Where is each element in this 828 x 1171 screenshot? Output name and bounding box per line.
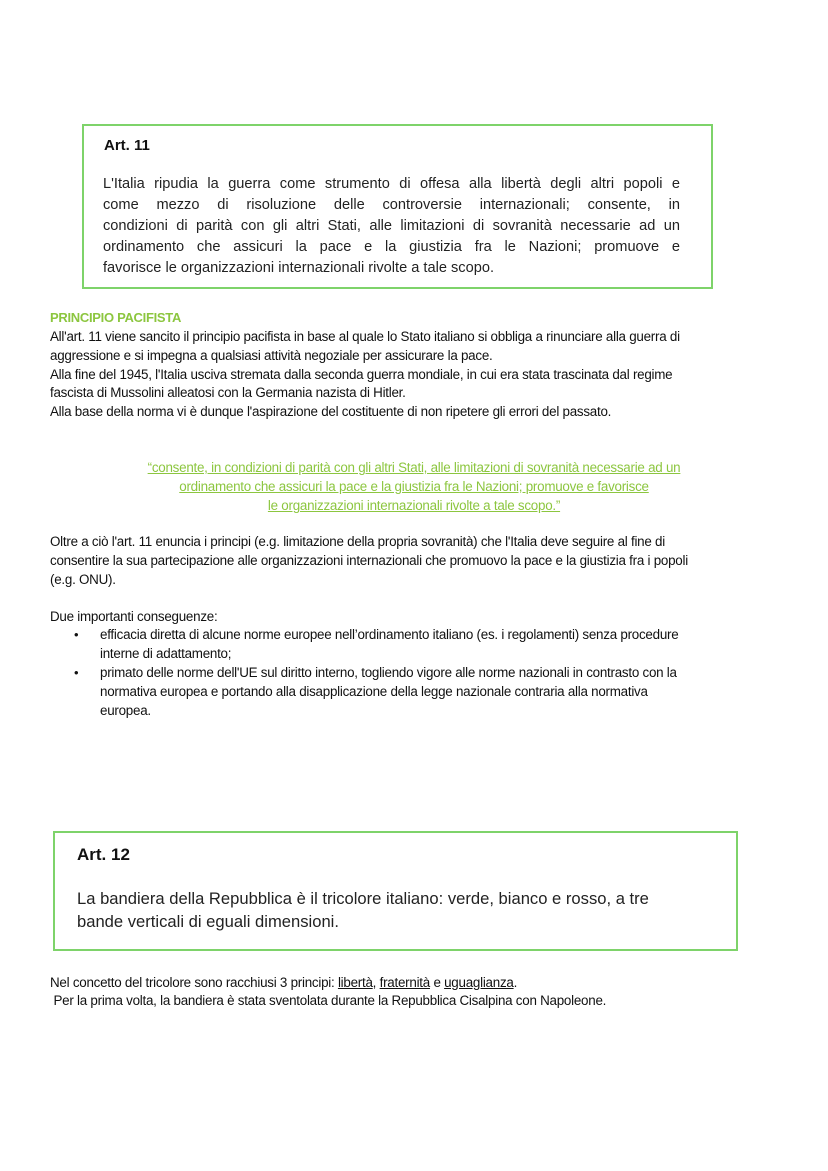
bullet-icon: • [74, 627, 79, 642]
text: Nel concetto del tricolore sono racchiusi 3 principi: [50, 975, 338, 990]
list-item-line: primato delle norme dell'UE sul diritto interno, togliendo vigore alle norme nazionali in contrasto con la [100, 665, 677, 680]
quote-line: le organizzazioni internazionali rivolte a tale scopo.” [267, 498, 561, 513]
art11-line: L'Italia ripudia la guerra come strumento di offesa alla libertà degli altri popoli e [103, 176, 680, 192]
tricolore-line [50, 975, 517, 990]
bullet-icon: • [74, 665, 79, 680]
list-item-line: efficacia diretta di alcune norme europee nell’ordinamento italiano (es. i regolamenti) senza procedure [100, 627, 679, 642]
art11-line: condizioni di parità con gli altri Stati, alle limitazioni di sovranità necessarie ad un [103, 218, 680, 234]
art12-line: La bandiera della Repubblica è il tricolore italiano: verde, bianco e rosso, a tre [77, 889, 649, 908]
section-heading: PRINCIPIO PACIFISTA [50, 310, 182, 325]
paragraph-line: Alla base della norma vi è dunque l'aspirazione del costituente di non ripetere gli errori del passato. [50, 404, 612, 419]
principle-fraternita: fraternità [379, 975, 430, 990]
principle-liberta: libertà [337, 975, 373, 990]
list-item-line: normativa europea e portando alla disapplicazione della legge nazionale contraria alla normativa [100, 684, 648, 699]
art11-title: Art. 11 [104, 137, 150, 154]
art11-line: ordinamento che assicuri la pace e la giustizia fra le Nazioni; promuove e [103, 239, 680, 255]
paragraph-line: aggressione e si impegna a qualsiasi attività negoziale per assicurare la pace. [50, 348, 493, 363]
paragraph-line: All'art. 11 viene sancito il principio pacifista in base al quale lo Stato italiano si obbliga a rinunciare alla guerra di [50, 329, 680, 344]
list-intro: Due importanti conseguenze: [50, 609, 218, 624]
paragraph-line: consentire la sua partecipazione alle organizzazioni internazionali che promuovo la pace e la giustizia fra i popoli [50, 553, 688, 568]
paragraph-line: fascista di Mussolini alleatosi con la Germania nazista di Hitler. [50, 385, 406, 400]
paragraph-line: (e.g. ONU). [50, 572, 116, 587]
art12-title: Art. 12 [77, 845, 130, 864]
paragraph-line: Alla fine del 1945, l'Italia usciva stremata dalla seconda guerra mondiale, in cui era stata trascinata dal regime [50, 367, 673, 382]
principle-uguaglianza: uguaglianza [444, 975, 514, 990]
list-item-line: interne di adattamento; [100, 646, 232, 661]
art11-line: come mezzo di risoluzione delle controversie internazionali; consente, in [103, 197, 680, 213]
paragraph-line: Oltre a ciò l'art. 11 enuncia i principi (e.g. limitazione della propria sovranità) che l'Italia deve seguire al fine di [50, 534, 665, 549]
art11-line: favorisce le organizzazioni internazionali rivolte a tale scopo. [103, 260, 494, 276]
quote-line: ordinamento che assicuri la pace e la giustizia fra le Nazioni; promuove e favorisce [179, 479, 649, 494]
text: . [513, 975, 518, 990]
paragraph-line: Per la prima volta, la bandiera è stata sventolata durante la Repubblica Cisalpina con Napoleone. [50, 993, 607, 1008]
list-item-line: europea. [100, 703, 151, 718]
text: , [372, 975, 380, 990]
art12-line: bande verticali di eguali dimensioni. [77, 912, 339, 931]
quote-line: “consente, in condizioni di parità con gli altri Stati, alle limitazioni di sovranità necessarie ad un [147, 460, 681, 475]
text: e [429, 975, 445, 990]
